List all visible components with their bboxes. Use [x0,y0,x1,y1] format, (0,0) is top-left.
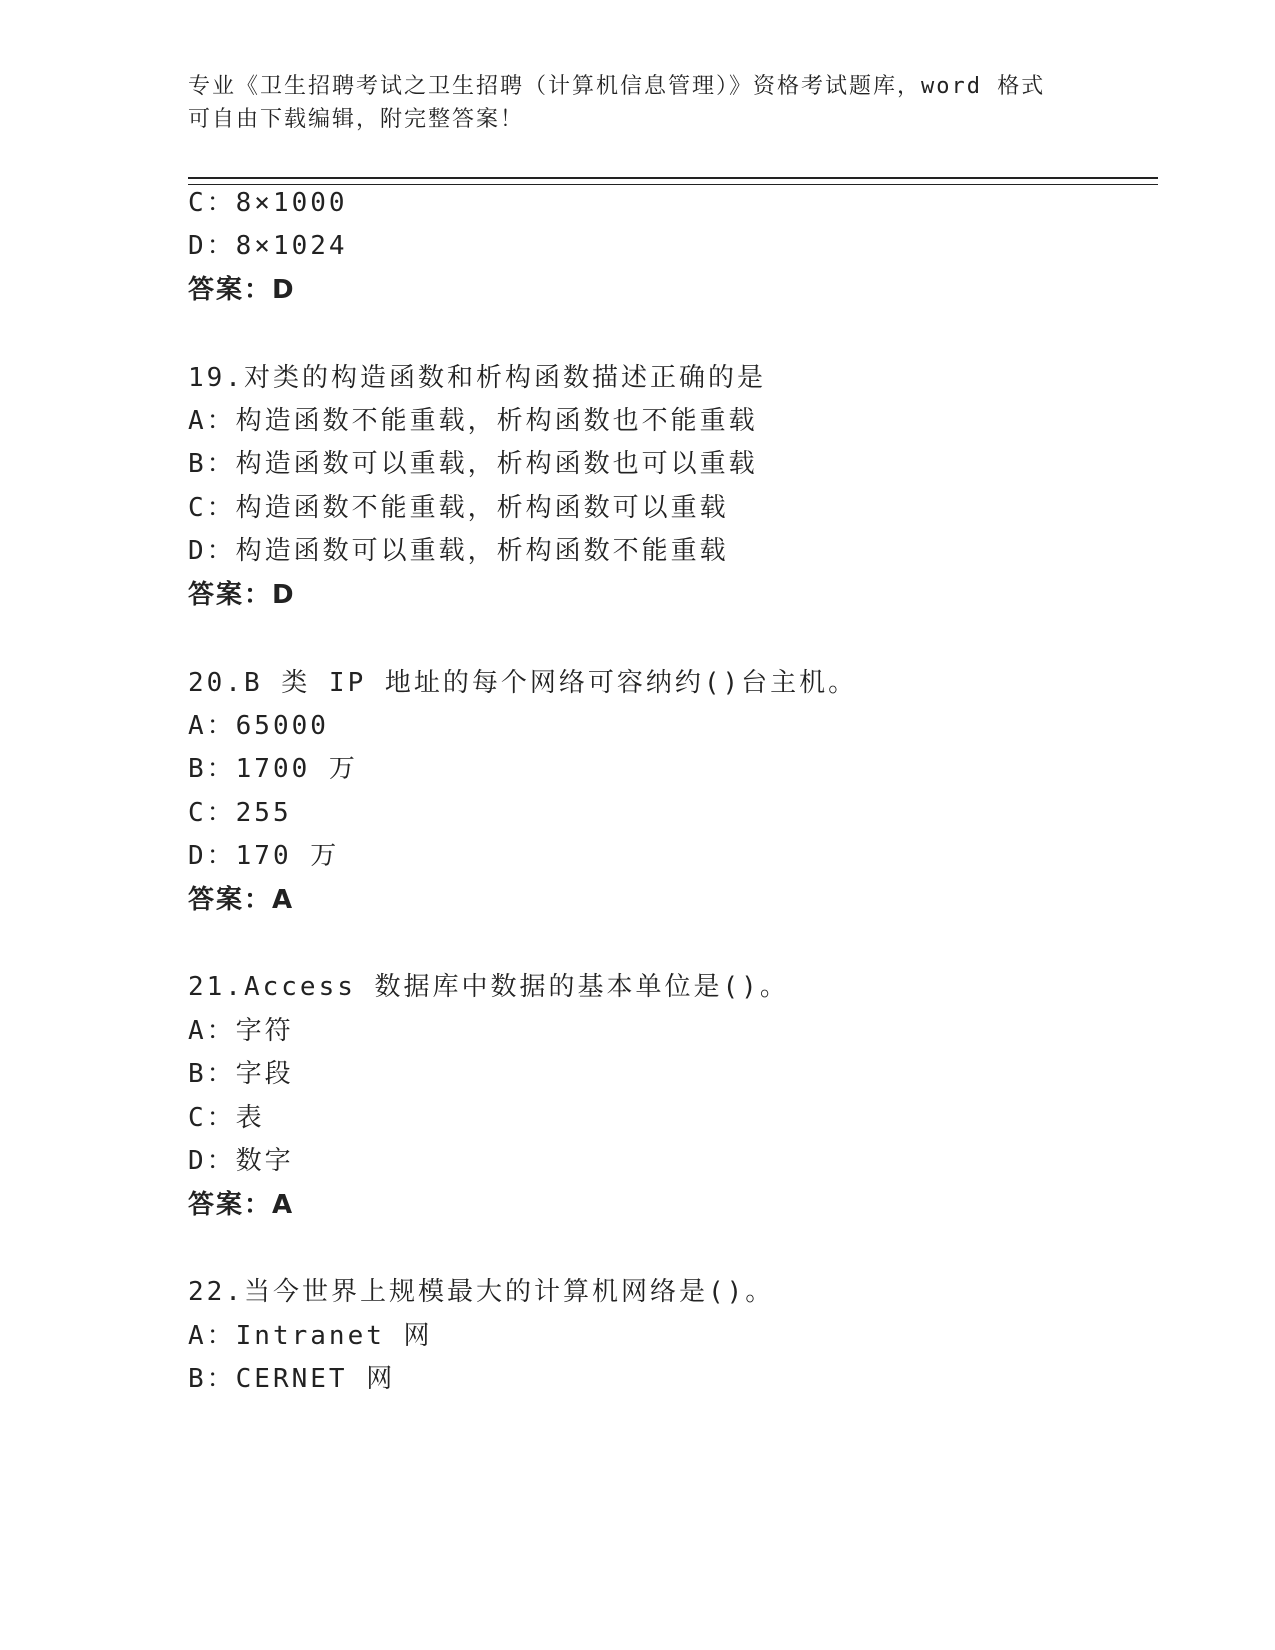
q21-option-c: C：表 [188,1103,265,1133]
q20-answer: 答案：A [188,885,295,915]
q21-option-d: D：数字 [188,1146,294,1176]
q20-option-d: D：170 万 [188,841,340,871]
q19-answer: 答案：D [188,580,296,610]
q22-option-a: A：Intranet 网 [188,1321,433,1351]
q21-option-a: A：字符 [188,1016,294,1046]
q19-option-d: D：构造函数可以重载，析构函数不能重载 [188,536,729,566]
q18-option-d: D：8×1024 [188,231,348,261]
header-line-2: 可自由下载编辑，附完整答案！ [188,107,525,132]
q21-option-b: B：字段 [188,1059,294,1089]
document-header [188,70,1088,136]
q19-option-a: A：构造函数不能重载，析构函数也不能重载 [188,406,758,436]
q19-option-b: B：构造函数可以重载，析构函数也可以重载 [188,449,758,479]
q18-option-c: C：8×1000 [188,188,348,218]
header-divider [188,177,1158,185]
q20-option-c: C：255 [188,798,292,828]
q20-option-a: A：65000 [188,711,329,741]
q20-option-b: B：1700 万 [188,754,358,784]
q19-option-c: C：构造函数不能重载，析构函数可以重载 [188,493,729,523]
q22-question: 22.当今世界上规模最大的计算机网络是()。 [188,1277,775,1307]
q21-answer: 答案：A [188,1190,295,1220]
header-line-1: 专业《卫生招聘考试之卫生招聘（计算机信息管理）》资格考试题库，word 格式 [188,74,1046,99]
q19-question: 19.对类的构造函数和析构函数描述正确的是 [188,363,766,393]
q21-question: 21.Access 数据库中数据的基本单位是()。 [188,972,789,1002]
q20-question: 20.B 类 IP 地址的每个网络可容纳约()台主机。 [188,668,858,698]
q18-answer: 答案：D [188,275,296,305]
q22-option-b: B：CERNET 网 [188,1364,396,1394]
